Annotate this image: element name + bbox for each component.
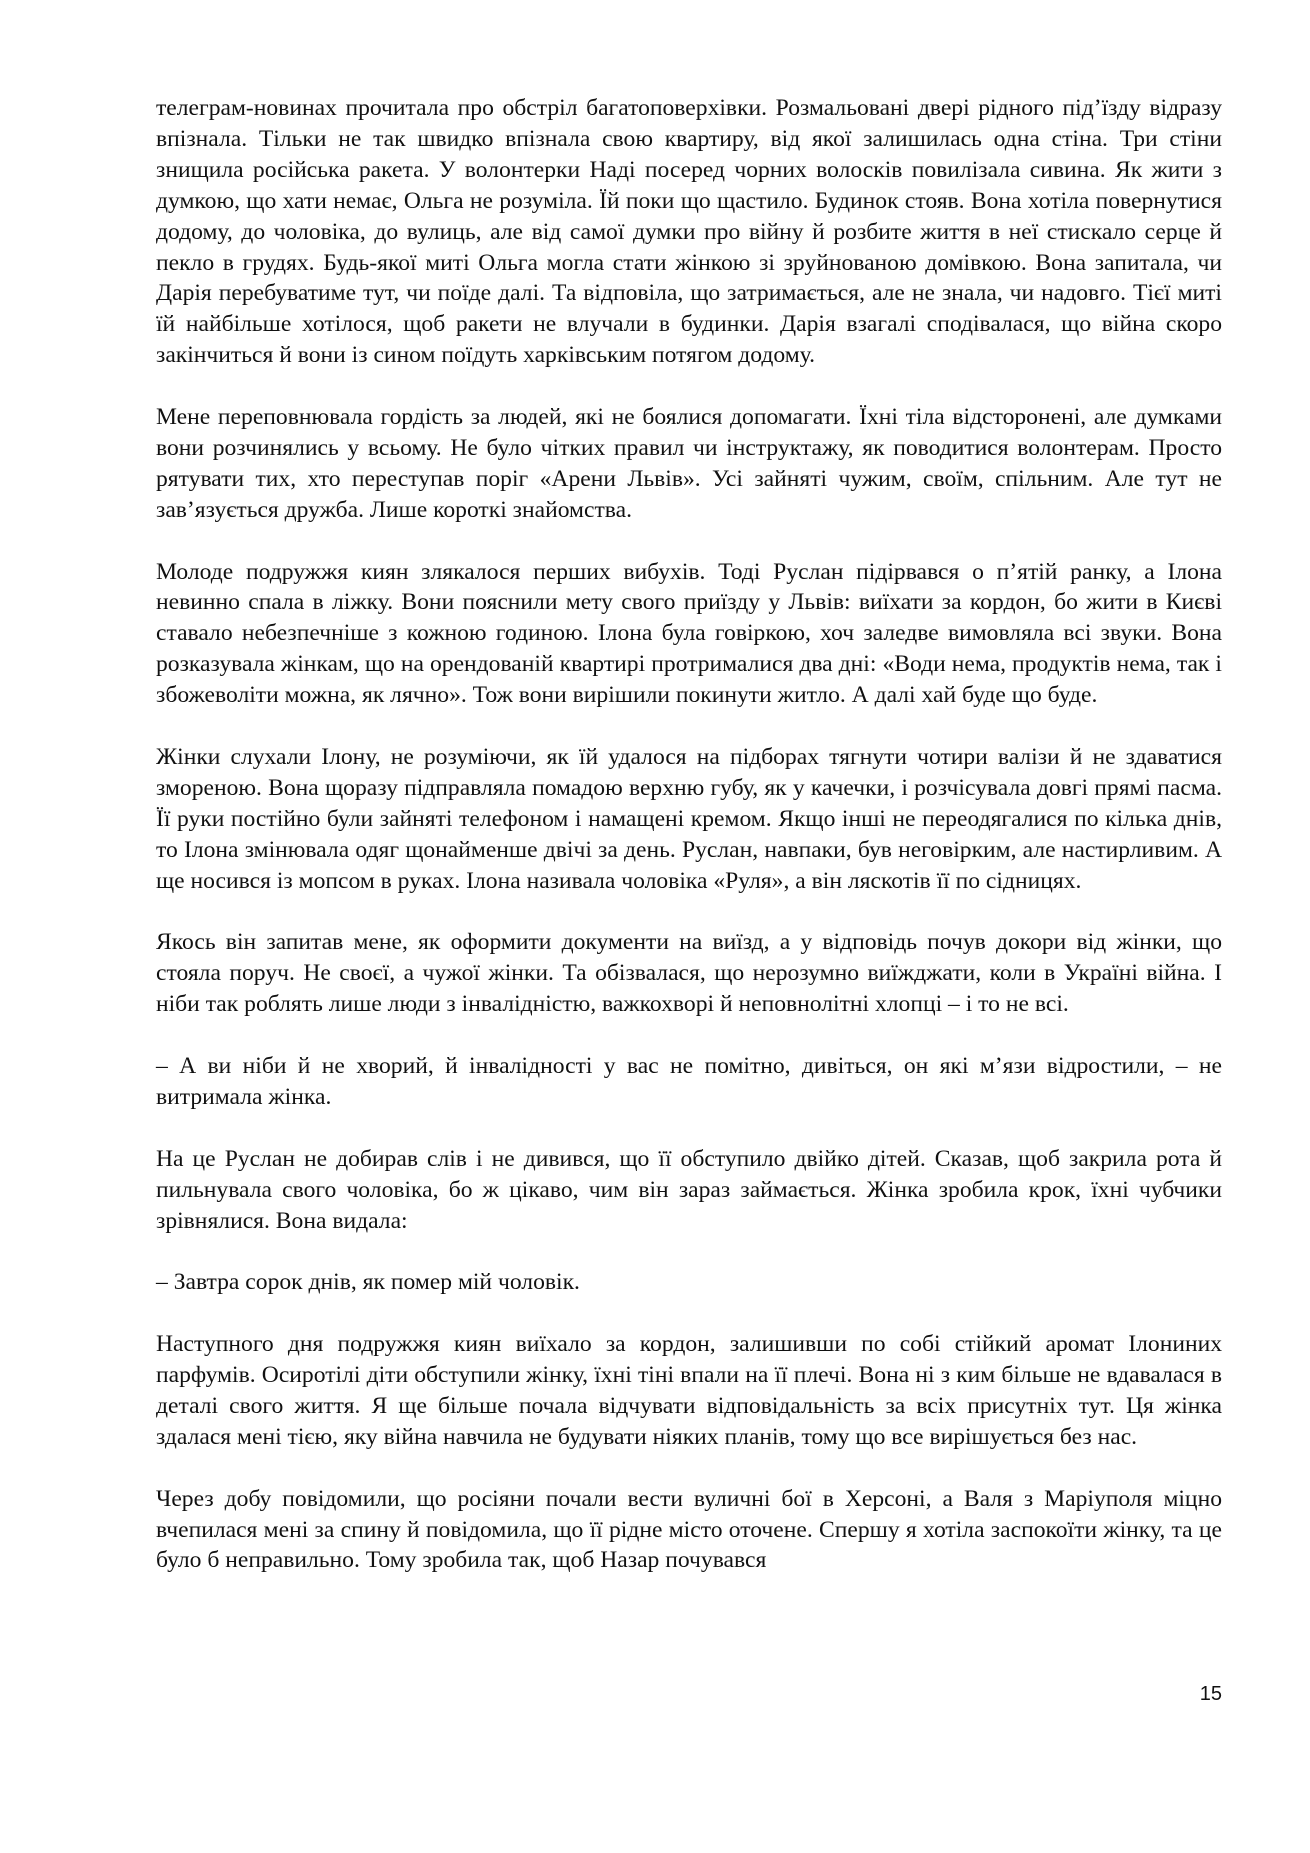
paragraph: – Завтра сорок днів, як помер мій чоловік. [156, 1269, 580, 1296]
paragraph: – А ви ніби й не хворий, й інвалідності у вас не помітно, дивіться, он які м’язи відростили, – не витримала жінка. [156, 1053, 1222, 1110]
paragraph: Жінки слухали Ілону, не розуміючи, як їй удалося на підборах тягнути чотири валізи й не здаватися змореною. Вона щоразу підправляла помадою верхню губу, як у качечки, і розчісувала довгі прямі пасма. Її руки постійно були зайняті телефоном і намащені кремом. Якщо інші не переодягалися по кілька днів, то Ілона змінювала одяг щонайменше двічі за день. Руслан, навпаки, був неговірким, але настирливим. А ще носився із мопсом в руках. Ілона називала чоловіка «Руля», а він ляскотів її по сідницях. [156, 743, 1222, 894]
body-text [156, 93, 1222, 1576]
paragraph: Молоде подружжя киян злякалося перших вибухів. Тоді Руслан підірвався о п’ятій ранку, а Ілона невинно спала в ліжку. Вони пояснили мету свого приїзду у Львів: виїхати за кордон, бо жити в Києві ставало небезпечніше з кожною годиною. Ілона була говіркою, хоч заледве вимовляла всі звуки. Вона розказувала жінкам, що на орендованій квартирі протрималися два дні: «Води нема, продуктів нема, так і збожеволіти можна, як лячно». Тож вони вирішили покинути житло. А далі хай буде що буде. [156, 558, 1222, 709]
paragraph: Мене переповнювала гордість за людей, які не боялися допомагати. Їхні тіла відсторонені, але думками вони розчинялись у всьому. Не було чітких правил чи інструктажу, як поводитися волонтерам. Просто рятувати тих, хто переступав поріг «Арени Львів». Усі зайняті чужим, своїм, спільним. Але тут не зав’язується дружба. Лише короткі знайомства. [156, 404, 1222, 523]
page-number: 15 [1199, 1683, 1222, 1705]
paragraph: Наступного дня подружжя киян виїхало за кордон, залишивши по собі стійкий аромат Ілониних парфумів. Осиротілі діти обступили жінку, їхні тіні впали на її плечі. Вона ні з ким більше не вдавалася в деталі свого життя. Я ще більше почала відчувати відповідальність за всіх присутніх тут. Ця жінка здалася мені тією, яку війна навчила не будувати ніяких планів, тому що все вирішується без нас. [156, 1331, 1222, 1450]
paragraph: Через добу повідомили, що росіяни почали вести вуличні бої в Херсоні, а Валя з Маріуполя міцно вчепилася мені за спину й повідомила, що її рідне місто оточене. Спершу я хотіла заспокоїти жінку, та це було б неправильно. Тому зробила так, щоб Назар почувався [156, 1485, 1222, 1574]
paragraph: На це Руслан не добирав слів і не дивився, що її обступило двійко дітей. Сказав, щоб закрила рота й пильнувала свого чоловіка, бо ж цікаво, чим він зараз займається. Жінка зробила крок, їхні чубчики зрівнялися. Вона видала: [156, 1145, 1222, 1234]
paragraph: телеграм-новинах прочитала про обстріл багатоповерхівки. Розмальовані двері рідного під’їзду відразу впізнала. Тільки не так швидко впізнала свою квартиру, від якої залишилась одна стіна. Три стіни знищила російська ракета. У волонтерки Наді посеред чорних волосків повилізала сивина. Як жити з думкою, що хати немає, Ольга не розуміла. Їй поки що щастило. Будинок стояв. Вона хотіла повернутися додому, до чоловіка, до вулиць, але від самої думки про війну й розбите життя в неї стискало серце й пекло в грудях. Будь-якої миті Ольга могла стати жінкою зі зруйнованою домівкою. Вона запитала, чи Дарія перебуватиме тут, чи поїде далі. Та відповіла, що затримається, але не знала, чи надовго. Тієї миті їй найбільше хотілося, щоб ракети не влучали в будинки. Дарія взагалі сподівалася, що війна скоро закінчиться й вони із сином поїдуть харківським потягом додому. [156, 95, 1222, 369]
paragraph: Якось він запитав мене, як оформити документи на виїзд, а у відповідь почув докори від жінки, що стояла поруч. Не своєї, а чужої жінки. Та обізвалася, що нерозумно виїжджати, коли в Україні війна. І ніби так роблять лише люди з інвалідністю, важкохворі й неповнолітні хлопці – і то не всі. [156, 929, 1222, 1018]
